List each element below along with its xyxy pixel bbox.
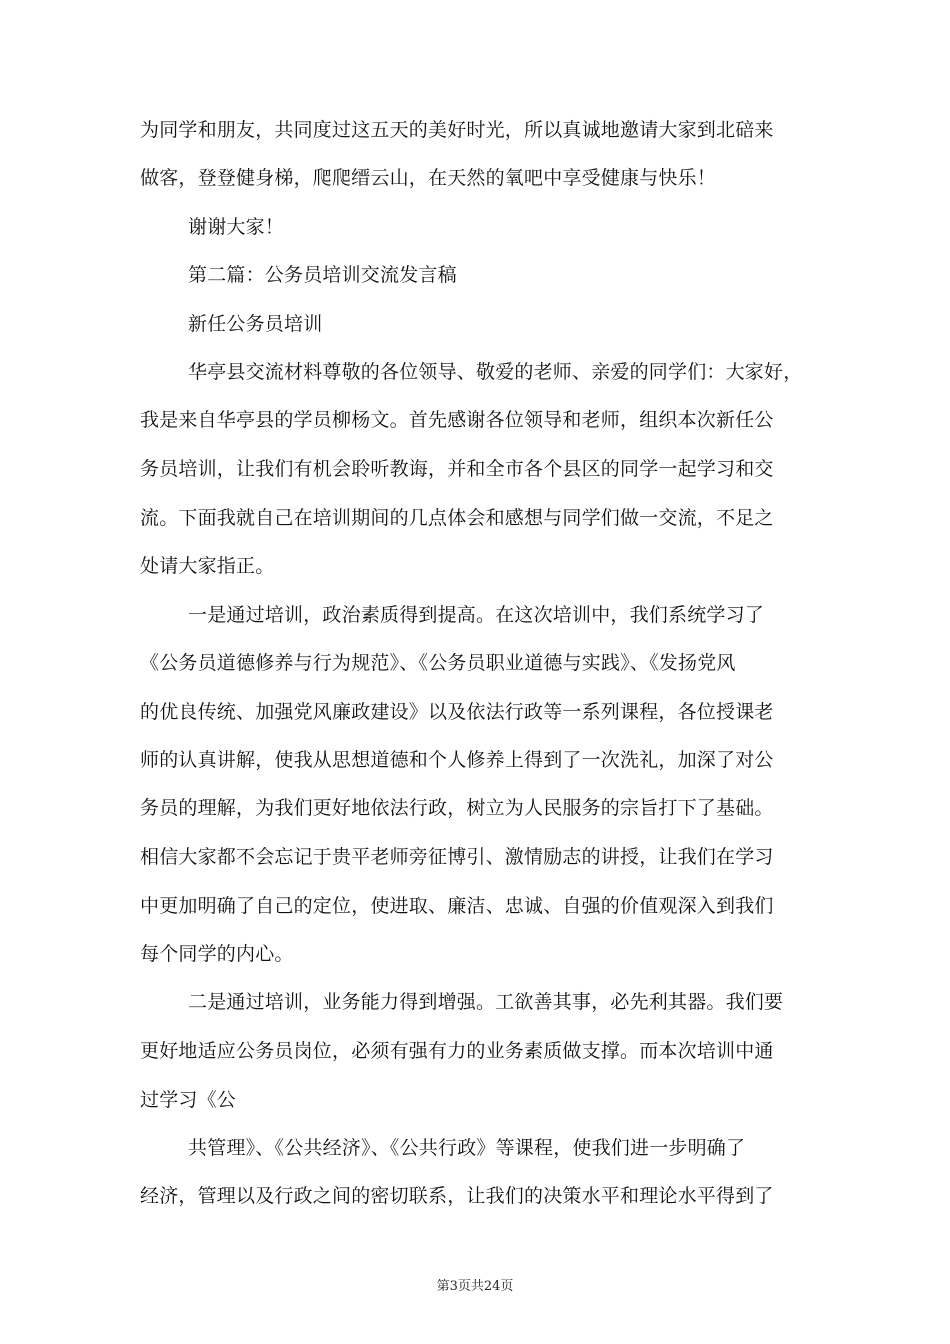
- text-line: 务员的理解，为我们更好地依法行政，树立为人民服务的宗旨打下了基础。: [140, 797, 774, 819]
- text-line: 《公务员道德修养与行为规范》、《公务员职业道德与实践》、《发扬党风: [140, 652, 736, 674]
- text-line: 中更加明确了自己的定位，使进取、廉洁、忠诚、自强的价值观深入到我们: [140, 895, 774, 917]
- section-heading: 第二篇：公务员培训交流发言稿: [188, 264, 457, 286]
- text-line: 相信大家都不会忘记于贵平老师旁征博引、激情励志的讲授，让我们在学习: [140, 846, 774, 868]
- text-line: 二是通过培训，业务能力得到增强。工欲善其事，必先利其器。我们要: [188, 991, 784, 1013]
- text-line: 更好地适应公务员岗位，必须有强有力的业务素质做支撑。而本次培训中通: [140, 1040, 774, 1062]
- text-line: 过学习《公: [140, 1089, 237, 1111]
- text-line: 做客，登登健身梯，爬爬缙云山，在天然的氧吧中享受健康与快乐！: [140, 167, 717, 189]
- text-line: 一是通过培训，政治素质得到提高。在这次培训中，我们系统学习了: [188, 604, 765, 626]
- text-line: 处请大家指正。: [140, 555, 275, 577]
- text-line: 华亭县交流材料尊敬的各位领导、敬爱的老师、亲爱的同学们：大家好，: [188, 361, 803, 383]
- text-line: 的优良传统、加强党风廉政建设》以及依法行政等一系列课程，各位授课老: [140, 701, 774, 723]
- text-line: 共管理》、《公共经济》、《公共行政》等课程，使我们进一步明确了: [188, 1137, 746, 1159]
- text-line: 师的认真讲解，使我从思想道德和个人修养上得到了一次洗礼，加深了对公: [140, 749, 774, 771]
- text-line: 流。下面我就自己在培训期间的几点体会和感想与同学们做一交流，不足之: [140, 507, 774, 529]
- text-line: 为同学和朋友，共同度过这五天的美好时光，所以真诚地邀请大家到北碚来: [140, 119, 774, 141]
- text-line: 我是来自华亭县的学员柳杨文。首先感谢各位领导和老师，组织本次新任公: [140, 409, 774, 431]
- text-line: 经济，管理以及行政之间的密切联系，让我们的决策水平和理论水平得到了: [140, 1185, 774, 1207]
- subheading: 新任公务员培训: [188, 313, 323, 335]
- page-number-footer: 第3页共24页: [436, 1279, 514, 1294]
- text-line: 每个同学的内心。: [140, 943, 294, 965]
- text-line: 谢谢大家！: [188, 216, 285, 238]
- text-line: 务员培训，让我们有机会聆听教诲，并和全市各个县区的同学一起学习和交: [140, 458, 774, 480]
